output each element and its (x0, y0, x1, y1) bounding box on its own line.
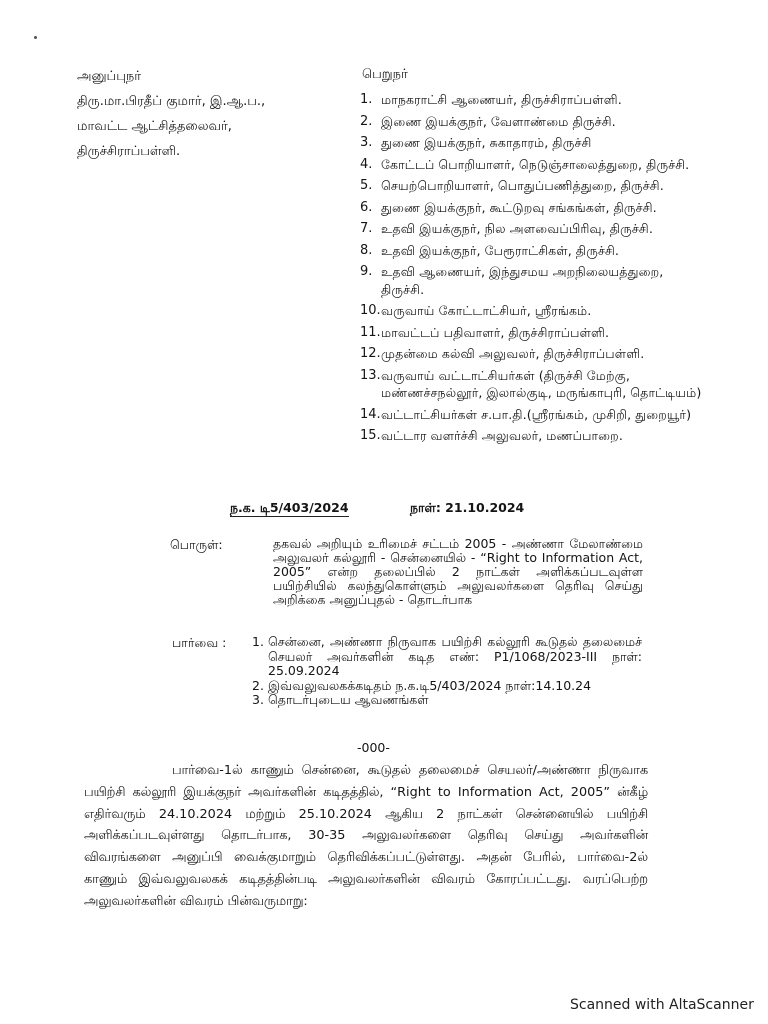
recipient-number: 13. (360, 367, 381, 383)
recipient-item (357, 91, 702, 109)
recipient-item (357, 156, 702, 174)
recipient-item (357, 177, 702, 195)
recipient-number: 7. (360, 221, 373, 236)
scanner-watermark: Scanned with AltaScanner (570, 997, 754, 1013)
recipient-item (357, 134, 702, 152)
file-number: ந.க. டி5/403/2024 (230, 500, 349, 515)
recipient-number: 6. (360, 199, 373, 215)
recipient-item (357, 345, 702, 363)
recipient-text: வருவாய் கோட்டாட்சியர், ஸ்ரீரங்கம். (381, 303, 592, 318)
reference-number: 1. (252, 634, 264, 649)
recipient-item (357, 367, 702, 402)
recipient-title: பெறுநர் (362, 67, 408, 82)
recipient-text: உதவி இயக்குநர், பேரூராட்சிகள், திருச்சி. (381, 242, 619, 258)
recipient-number: 1. (360, 92, 373, 107)
reference-text: இவ்வலுவலகக்கடிதம் ந.க.டி5/403/2024 நாள்:14.10.24 (268, 677, 592, 693)
references-label: பார்வை : (172, 635, 227, 650)
section-divider: -000- (357, 740, 390, 755)
recipient-text: துணை இயக்குநர், சுகாதாரம், திருச்சி (381, 135, 592, 150)
reference-item (252, 693, 642, 708)
sender-designation: மாவட்ட ஆட்சித்தலைவர், (77, 119, 232, 134)
subject-text: தகவல் அறியும் உரிமைச் சட்டம் 2005 - அண்ணா மேலாண்மை அலுவலர் கல்லூரி - சென்னையில் - “Right to Information Act, 2005” என்ற தலைப்பில் 2 நாட்கள் அளிக்கப்படவுள்ள பயிற்சியில் கலந்துகொள்ளும் அலுவலர்களை தெரிவு செய்து அறிக்கை அனுப்புதல் - தொடர்பாக (273, 536, 643, 607)
recipient-text: உதவி ஆணையர், இந்துசமய அறநிலையத்துறை, திருச்சி. (381, 264, 664, 297)
recipient-item (357, 427, 702, 445)
recipient-text: துணை இயக்குநர், கூட்டுறவு சங்கங்கள், திருச்சி. (381, 199, 657, 215)
reference-text: தொடர்புடைய ஆவணங்கள் (268, 692, 429, 707)
recipient-text: உதவி இயக்குநர், நில அளவைப்பிரிவு, திருச்சி. (381, 221, 653, 236)
subject-label: பொருள்: (170, 537, 223, 552)
scan-speck (34, 36, 37, 39)
recipient-item (357, 242, 702, 260)
recipient-number: 15. (360, 428, 381, 443)
sender-title: அனுப்புநர் (77, 69, 142, 84)
recipient-number: 9. (360, 264, 373, 279)
recipient-number: 12. (360, 346, 381, 361)
recipient-item (357, 406, 702, 424)
recipient-number: 10. (360, 303, 381, 318)
letter-date: நாள்: 21.10.2024 (410, 500, 525, 515)
recipient-text: செயற்பொறியாளர், பொதுப்பணித்துறை, திருச்சி. (381, 178, 664, 193)
recipient-text: வட்டார வளர்ச்சி அலுவலர், மணப்பாறை. (381, 428, 623, 443)
recipient-text: முதன்மை கல்வி அலுவலர், திருச்சிராப்பள்ளி. (381, 346, 645, 361)
sender-name: திரு.மா.பிரதீப் குமார், இ.ஆ.ப., (77, 94, 266, 109)
recipient-item (357, 220, 702, 238)
recipient-text: வருவாய் வட்டாட்சியர்கள் (திருச்சி மேற்கு, மண்ணச்சநல்லூர், இலால்குடி, மருங்காபுரி, தொட்டியம்) (381, 367, 702, 400)
recipient-text: மாவட்டப் பதிவாளர், திருச்சிராப்பள்ளி. (381, 324, 610, 340)
recipient-text: வட்டாட்சியர்கள் ச.பா.தி.(ஸ்ரீரங்கம், முசிறி, துறையூர்) (381, 406, 692, 422)
recipient-number: 8. (360, 242, 373, 258)
recipient-text: கோட்டப் பொறியாளர், நெடுஞ்சாலைத்துறை, திருச்சி. (381, 156, 690, 172)
sender-block (77, 64, 265, 164)
body-paragraph: பார்வை-1ல் காணும் சென்னை, கூடுதல் தலைமைச் செயலர்/அண்ணா நிருவாக பயிற்சி கல்லூரி இயக்குநர் அவர்களின் கடிதத்தில், “Right to Information Act, 2005” ன்கீழ் எதிர்வரும் 24.10.2024 மற்றும் 25.10.2024 ஆகிய 2 நாட்கள் சென்னையில் பயிற்சி அளிக்கப்படவுள்ளது தொடர்பாக, 30-35 அலுவலர்களை தெரிவு செய்து அவர்களின் விவரங்களை அனுப்பி வைக்குமாறும் தெரிவிக்கப்பட்டுள்ளது. அதன் பேரில், பார்வை-2ல் காணும் இவ்வலுவலகக் கடிதத்தின்படி அலுவலர்களின் விவரம் கோரப்பட்டது. வரப்பெற்ற அலுவலர்களின் விவரம் பின்வருமாறு: (84, 763, 648, 909)
recipient-number: 3. (360, 135, 373, 150)
recipient-text: மாநகராட்சி ஆணையர், திருச்சிராப்பள்ளி. (381, 92, 622, 107)
reference-item (252, 679, 642, 694)
recipient-item (357, 113, 702, 131)
reference-number: 2. (252, 677, 264, 693)
reference-number: 3. (252, 692, 264, 707)
reference-item (252, 635, 642, 679)
references-list (252, 635, 642, 708)
recipient-item (357, 199, 702, 217)
recipient-number: 5. (360, 178, 373, 193)
recipient-item (357, 324, 702, 342)
recipient-list (357, 91, 702, 445)
sender-place: திருச்சிராப்பள்ளி. (77, 144, 181, 159)
reference-line (230, 500, 525, 517)
recipient-number: 14. (360, 406, 381, 422)
recipient-item (357, 263, 702, 298)
recipient-text: இணை இயக்குநர், வேளாண்மை திருச்சி. (381, 113, 616, 129)
recipient-number: 11. (360, 324, 381, 340)
reference-text: சென்னை, அண்ணா நிருவாக பயிற்சி கல்லூரி கூடுதல் தலைமைச் செயலர் அவர்களின் கடித எண்: P1/1068/2023-III நாள்: 25.09.2024 (268, 634, 642, 678)
recipient-item (357, 302, 702, 320)
recipient-number: 4. (360, 156, 373, 172)
recipient-number: 2. (360, 113, 373, 129)
